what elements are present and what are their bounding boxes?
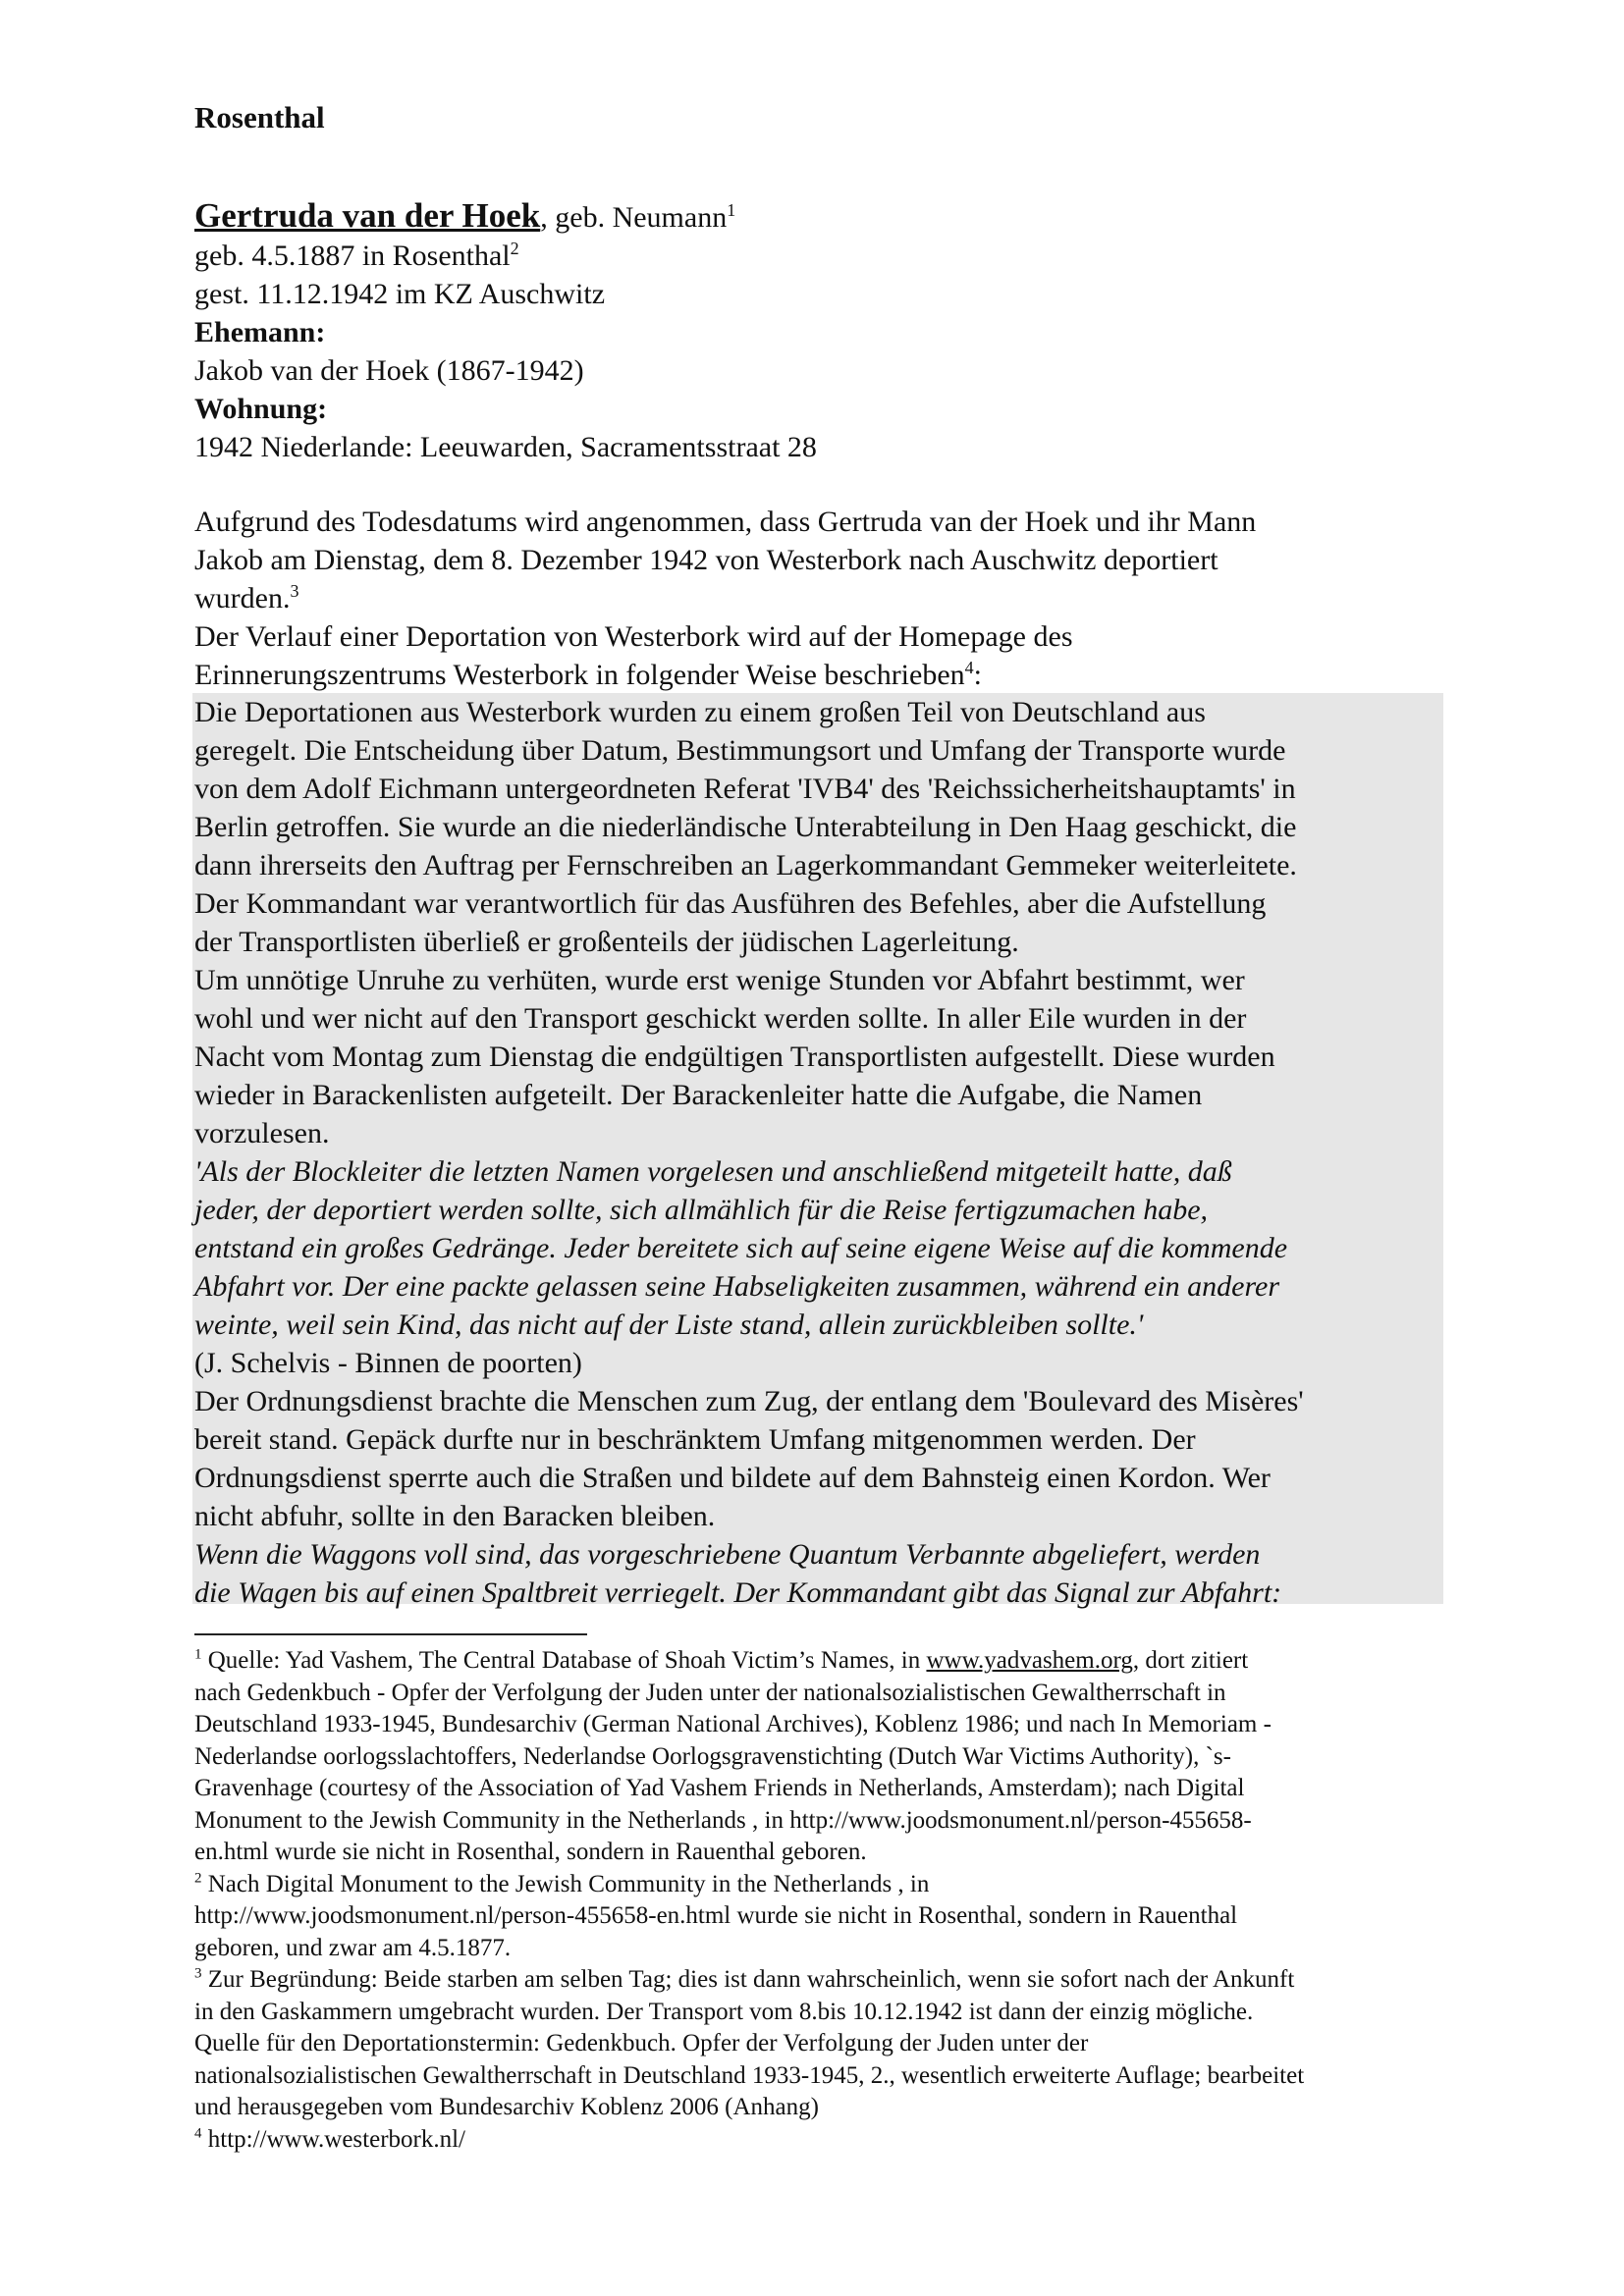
footnote-1-line: Gravenhage (courtesy of the Association of Yad Vashem Friends in Netherlands, Amsterdam); nach Digital: [194, 1775, 1245, 1801]
intro-paragraph: [194, 503, 1451, 694]
residence-info: 1942 Niederlande: Leeuwarden, Sacramentsstraat 28: [194, 431, 817, 463]
place-heading: Rosenthal: [194, 100, 325, 134]
quote-italic-line: weinte, weil sein Kind, das nicht auf der Liste stand, allein zurückbleiben sollte.': [194, 1308, 1144, 1341]
footnote-1-line: en.html wurde sie nicht in Rosenthal, sondern in Rauenthal geboren.: [194, 1839, 867, 1865]
birth-info: geb. 4.5.1887 in Rosenthal: [194, 240, 511, 272]
quote-line: von dem Adolf Eichmann untergeordneten Referat 'IVB4' des 'Reichssicherheitshauptamts' in: [194, 773, 1296, 805]
footnote-ref-4[interactable]: 4: [964, 658, 974, 677]
quote-line: bereit stand. Gepäck durfte nur in beschränktem Umfang mitgenommen werden. Der: [194, 1423, 1196, 1456]
name-line: [194, 196, 1451, 237]
birth-line: [194, 237, 1451, 275]
footnote-1-line: nach Gedenkbuch - Opfer der Verfolgung der Juden unter der nationalsozialistischen Gewaltherrschaft in: [194, 1679, 1226, 1706]
birth-name: , geb. Neumann: [540, 201, 728, 234]
spouse-label: Ehemann:: [194, 316, 326, 348]
intro-line: Erinnerungszentrums Westerbork in folgender Weise beschrieben$^4$:: [194, 658, 982, 691]
quote-line: Die Deportationen aus Westerbork wurden zu einem großen Teil von Deutschland aus: [194, 696, 1206, 728]
intro-line: Der Verlauf einer Deportation von Westerbork wird auf der Homepage des: [194, 620, 1073, 653]
westerbork-link[interactable]: http://www.westerbork.nl/: [201, 2125, 465, 2153]
quote-line: nicht abfuhr, sollte in den Baracken bleiben.: [194, 1500, 716, 1532]
quote-source: (J. Schelvis - Binnen de poorten): [194, 1347, 582, 1379]
intro-line: wurden.$^3$: [194, 581, 299, 614]
quote-line: Nacht vom Montag zum Dienstag die endgültigen Transportlisten aufgestellt. Diese wurden: [194, 1041, 1275, 1073]
person-header: [194, 196, 1451, 466]
quote-line: Berlin getroffen. Sie wurde an die niederländische Unterabteilung in Den Haag geschickt, die: [194, 811, 1297, 843]
quote-line: vorzulesen.: [194, 1117, 330, 1149]
yadvashem-link[interactable]: www.yadvashem.org: [926, 1647, 1133, 1674]
footnote-2-line: geboren, und zwar am 4.5.1877.: [194, 1934, 512, 1961]
quote-line: der Transportlisten überließ er großenteils der jüdischen Lagerleitung.: [194, 926, 1019, 958]
quote-line: dann ihrerseits den Auftrag per Fernschreiben an Lagerkommandant Gemmeker weiterleitete.: [194, 849, 1297, 881]
intro-line: Jakob am Dienstag, dem 8. Dezember 1942 von Westerbork nach Auschwitz deportiert: [194, 544, 1218, 576]
footnote-ref-3[interactable]: 3: [290, 581, 299, 601]
residence-label: Wohnung:: [194, 393, 328, 425]
footnotes: [194, 1645, 1451, 2156]
quote-line: wieder in Barackenlisten aufgeteilt. Der Barackenleiter hatte die Aufgabe, die Namen: [194, 1079, 1203, 1111]
footnote-3-line: nationalsozialistischen Gewaltherrschaft in Deutschland 1933-1945, 2., wesentlich erweiterte Auflage; bearbeitet: [194, 2061, 1305, 2089]
person-name: Gertruda van der Hoek: [194, 196, 541, 235]
quote-italic-line: die Wagen bis auf einen Spaltbreit verriegelt. Der Kommandant gibt das Signal zur Abfahrt:: [194, 1576, 1282, 1609]
footnote-2-line: http://www.joodsmonument.nl/person-455658-en.html wurde sie nicht in Rosenthal, sondern in Rauenthal: [194, 1902, 1238, 1929]
footnote-1-line: Nederlandse oorlogsslachtoffers, Nederlandse Oorlogsgravenstichting (Dutch War Victims Authority), `s-: [194, 1742, 1231, 1770]
quote-line: Der Kommandant war verantwortlich für das Ausführen des Befehles, aber die Aufstellung: [194, 887, 1267, 920]
footnote-3-line: Quelle für den Deportationstermin: Gedenkbuch. Opfer der Verfolgung der Juden unter der: [194, 2030, 1089, 2056]
quote-line: Der Ordnungsdienst brachte die Menschen zum Zug, der entlang dem 'Boulevard des Misères': [194, 1385, 1304, 1417]
death-info: gest. 11.12.1942 im KZ Auschwitz: [194, 278, 606, 310]
footnote-ref-1[interactable]: 1: [727, 200, 736, 220]
quote-italic-line: Wenn die Waggons voll sind, das vorgeschriebene Quantum Verbannte abgeliefert, werden: [194, 1538, 1261, 1571]
quote-line: geregelt. Die Entscheidung über Datum, Bestimmungsort und Umfang der Transporte wurde: [194, 734, 1286, 767]
quote-italic-line: entstand ein großes Gedränge. Jeder bereitete sich auf seine eigene Weise auf die kommende: [194, 1232, 1288, 1264]
quote-line: wohl und wer nicht auf den Transport geschickt werden sollte. In aller Eile wurden in der: [194, 1002, 1247, 1035]
footnote-ref-2[interactable]: 2: [510, 239, 519, 258]
quote-line: Um unnötige Unruhe zu verhüten, wurde erst wenige Stunden vor Abfahrt bestimmt, wer: [194, 964, 1245, 996]
intro-line: Aufgrund des Todesdatums wird angenommen, dass Gertruda van der Hoek und ihr Mann: [194, 506, 1257, 538]
quote-italic-line: Abfahrt vor. Der eine packte gelassen seine Habseligkeiten zusammen, während ein anderer: [194, 1270, 1280, 1303]
spouse-info: Jakob van der Hoek (1867-1942): [194, 354, 584, 387]
footnote-3-line: und herausgegeben vom Bundesarchiv Koblenz 2006 (Anhang): [194, 2094, 819, 2120]
footnote-1-line: Monument to the Jewish Community in the Netherlands , in http://www.joodsmonument.nl/person-455658-: [194, 1806, 1252, 1834]
quote-italic-line: 'Als der Blockleiter die letzten Namen vorgelesen und anschließend mitgeteilt hatte, daß: [194, 1155, 1232, 1188]
quoted-description: [192, 693, 1443, 1609]
footnote-2: $^2$ Nach Digital Monument to the Jewish Community in the Netherlands , in: [194, 1870, 930, 1897]
quote-line: Ordnungsdienst sperrte auch die Straßen und bildete auf dem Bahnsteig einen Kordon. Wer: [194, 1462, 1271, 1494]
footnote-4: $^4$ http://www.westerbork.nl/: [194, 2125, 465, 2153]
quote-italic-line: jeder, der deportiert werden sollte, sich allmählich für die Reise fertigzumachen habe,: [194, 1194, 1209, 1226]
footnote-1-line: Deutschland 1933-1945, Bundesarchiv (German National Archives), Koblenz 1986; und nach In Memoriam -: [194, 1711, 1272, 1737]
footnote-3: $^3$ Zur Begründung: Beide starben am selben Tag; dies ist dann wahrscheinlich, wenn sie sofort nach der Ankunft: [194, 1965, 1295, 1993]
footnote-3-line: in den Gaskammern umgebracht wurden. Der Transport vom 8.bis 10.12.1942 ist dann der einzig mögliche.: [194, 1998, 1254, 2025]
footnote-separator: [194, 1633, 587, 1635]
footnote-1: $^1$ Quelle: Yad Vashem, The Central Database of Shoah Victim’s Names, in www.yadvashem.org, dort zitiert: [194, 1646, 1249, 1674]
